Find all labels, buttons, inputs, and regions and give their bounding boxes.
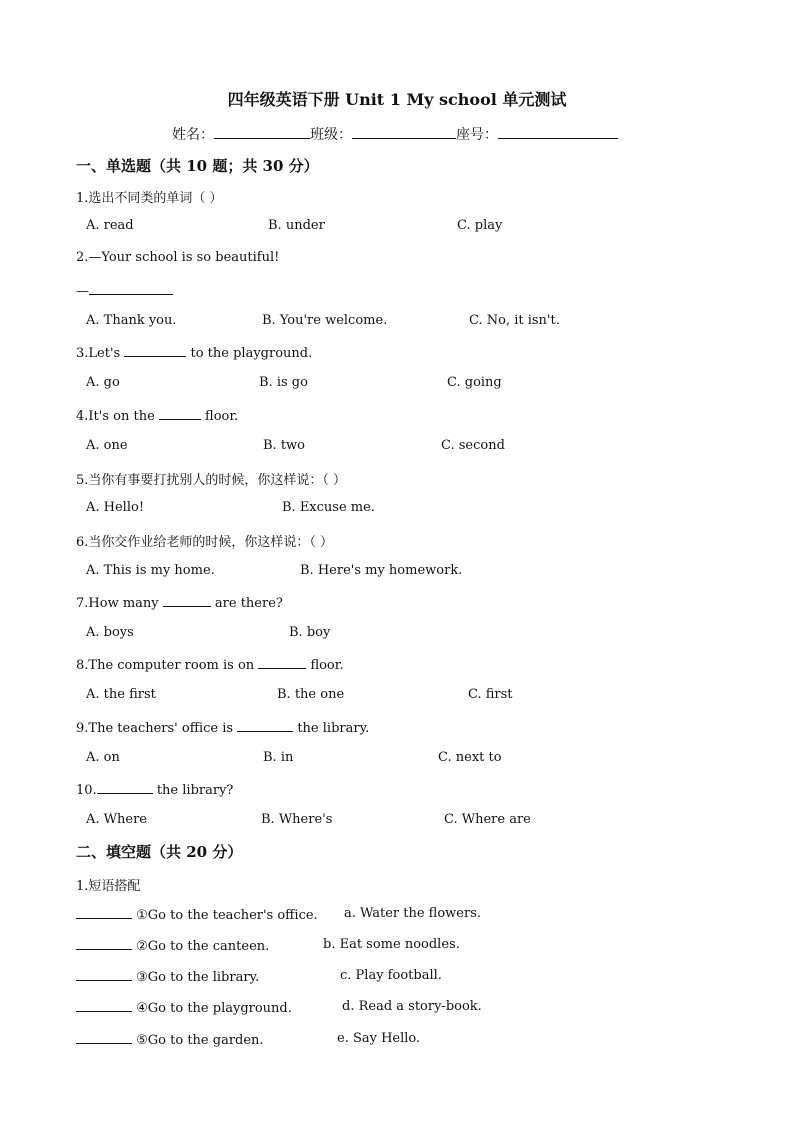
stem-end: floor. xyxy=(205,409,239,424)
q4-option-b[interactable]: B. two xyxy=(263,438,305,453)
q3-option-b[interactable]: B. is go xyxy=(259,375,308,390)
match-left: ①Go to the teacher's office. xyxy=(136,908,318,923)
section-heading-fill: 二、填空题（共 20 分） xyxy=(76,843,243,861)
q8-option-b[interactable]: B. the one xyxy=(277,687,345,702)
section-heading-choice: 一、单选题（共 10 题；共 30 分） xyxy=(76,157,319,175)
stem-start: 9.The teachers' office is xyxy=(76,721,234,736)
name-label: 姓名： xyxy=(172,127,214,143)
q9-option-c[interactable]: C. next to xyxy=(438,750,502,765)
match-left: ③Go to the library. xyxy=(136,970,260,985)
question-3 xyxy=(76,344,312,361)
question-6: 6.当你交作业给老师的时候，你这样说：（ ） xyxy=(76,535,334,550)
question-4 xyxy=(76,407,238,424)
q10-option-b[interactable]: B. Where's xyxy=(261,812,333,827)
match-right: e. Say Hello. xyxy=(337,1031,421,1046)
question-7 xyxy=(76,594,283,611)
q3-option-c[interactable]: C. going xyxy=(447,375,502,390)
q4-option-a[interactable]: A. one xyxy=(86,438,128,453)
answer-blank[interactable] xyxy=(89,282,173,295)
question-9 xyxy=(76,719,369,736)
q2-option-c[interactable]: C. No, it isn't. xyxy=(469,313,560,328)
q8-option-c[interactable]: C. first xyxy=(468,687,513,702)
q2-option-b[interactable]: B. You're welcome. xyxy=(262,313,388,328)
q4-option-c[interactable]: C. second xyxy=(441,438,505,453)
match-right: b. Eat some noodles. xyxy=(323,937,460,952)
match-right: c. Play football. xyxy=(340,968,442,983)
answer-blank[interactable] xyxy=(163,594,211,607)
q8-option-a[interactable]: A. the first xyxy=(86,687,156,702)
question-5: 5.当你有事要打扰别人的时候，你这样说：（ ） xyxy=(76,473,347,488)
q1-option-a[interactable]: A. read xyxy=(86,218,134,233)
question-10 xyxy=(76,781,233,798)
match-row-2 xyxy=(76,937,269,954)
seat-blank[interactable] xyxy=(498,124,618,139)
match-answer-blank[interactable] xyxy=(76,968,132,981)
stem-start: 3.Let's xyxy=(76,346,121,361)
q7-option-b[interactable]: B. boy xyxy=(289,625,331,640)
name-blank[interactable] xyxy=(214,124,310,139)
question-8 xyxy=(76,656,344,673)
class-blank[interactable] xyxy=(352,124,456,139)
q10-option-a[interactable]: A. Where xyxy=(86,812,147,827)
seat-label: 座号： xyxy=(456,127,498,143)
match-answer-blank[interactable] xyxy=(76,999,132,1012)
match-right: a. Water the flowers. xyxy=(344,906,482,921)
question-matching: 1.短语搭配 xyxy=(76,879,141,894)
q2-option-a[interactable]: A. Thank you. xyxy=(86,313,177,328)
stem-start: 8.The computer room is on xyxy=(76,658,255,673)
stem-end: floor. xyxy=(310,658,344,673)
q9-option-b[interactable]: B. in xyxy=(263,750,294,765)
stem-end: the library? xyxy=(156,783,234,798)
q5-option-b[interactable]: B. Excuse me. xyxy=(282,500,375,515)
q10-option-c[interactable]: C. Where are xyxy=(444,812,531,827)
q1-option-b[interactable]: B. under xyxy=(268,218,325,233)
question-2-reply xyxy=(76,282,173,299)
q9-option-a[interactable]: A. on xyxy=(86,750,120,765)
match-row-4 xyxy=(76,999,292,1016)
answer-blank[interactable] xyxy=(258,656,306,669)
answer-blank[interactable] xyxy=(124,344,186,357)
match-answer-blank[interactable] xyxy=(76,906,132,919)
page-title: 四年级英语下册 Unit 1 My school 单元测试 xyxy=(227,90,567,109)
match-left: ②Go to the canteen. xyxy=(136,939,270,954)
answer-blank[interactable] xyxy=(97,781,153,794)
student-info-line xyxy=(172,124,618,144)
stem-start: 10. xyxy=(76,783,97,798)
stem-end: are there? xyxy=(214,596,283,611)
match-answer-blank[interactable] xyxy=(76,1031,132,1044)
match-row-3 xyxy=(76,968,259,985)
match-answer-blank[interactable] xyxy=(76,937,132,950)
q1-option-c[interactable]: C. play xyxy=(457,218,503,233)
q5-option-a[interactable]: A. Hello! xyxy=(86,500,145,515)
q6-option-a[interactable]: A. This is my home. xyxy=(86,563,215,578)
answer-blank[interactable] xyxy=(237,719,293,732)
class-label: 班级： xyxy=(310,127,352,143)
match-left: ④Go to the playground. xyxy=(136,1001,292,1016)
match-row-5 xyxy=(76,1031,264,1048)
stem-start: 7.How many xyxy=(76,596,159,611)
q6-option-b[interactable]: B. Here's my homework. xyxy=(300,563,463,578)
match-left: ⑤Go to the garden. xyxy=(136,1033,264,1048)
match-row-1 xyxy=(76,906,318,923)
stem-end: the library. xyxy=(297,721,370,736)
answer-blank[interactable] xyxy=(159,407,201,420)
stem-end: to the playground. xyxy=(190,346,313,361)
q7-option-a[interactable]: A. boys xyxy=(86,625,134,640)
reply-dash: — xyxy=(76,284,89,299)
question-2: 2.—Your school is so beautiful! xyxy=(76,250,280,265)
question-1: 1.选出不同类的单词（ ） xyxy=(76,191,223,206)
q3-option-a[interactable]: A. go xyxy=(86,375,120,390)
match-right: d. Read a story-book. xyxy=(342,999,482,1014)
stem-start: 4.It's on the xyxy=(76,409,155,424)
